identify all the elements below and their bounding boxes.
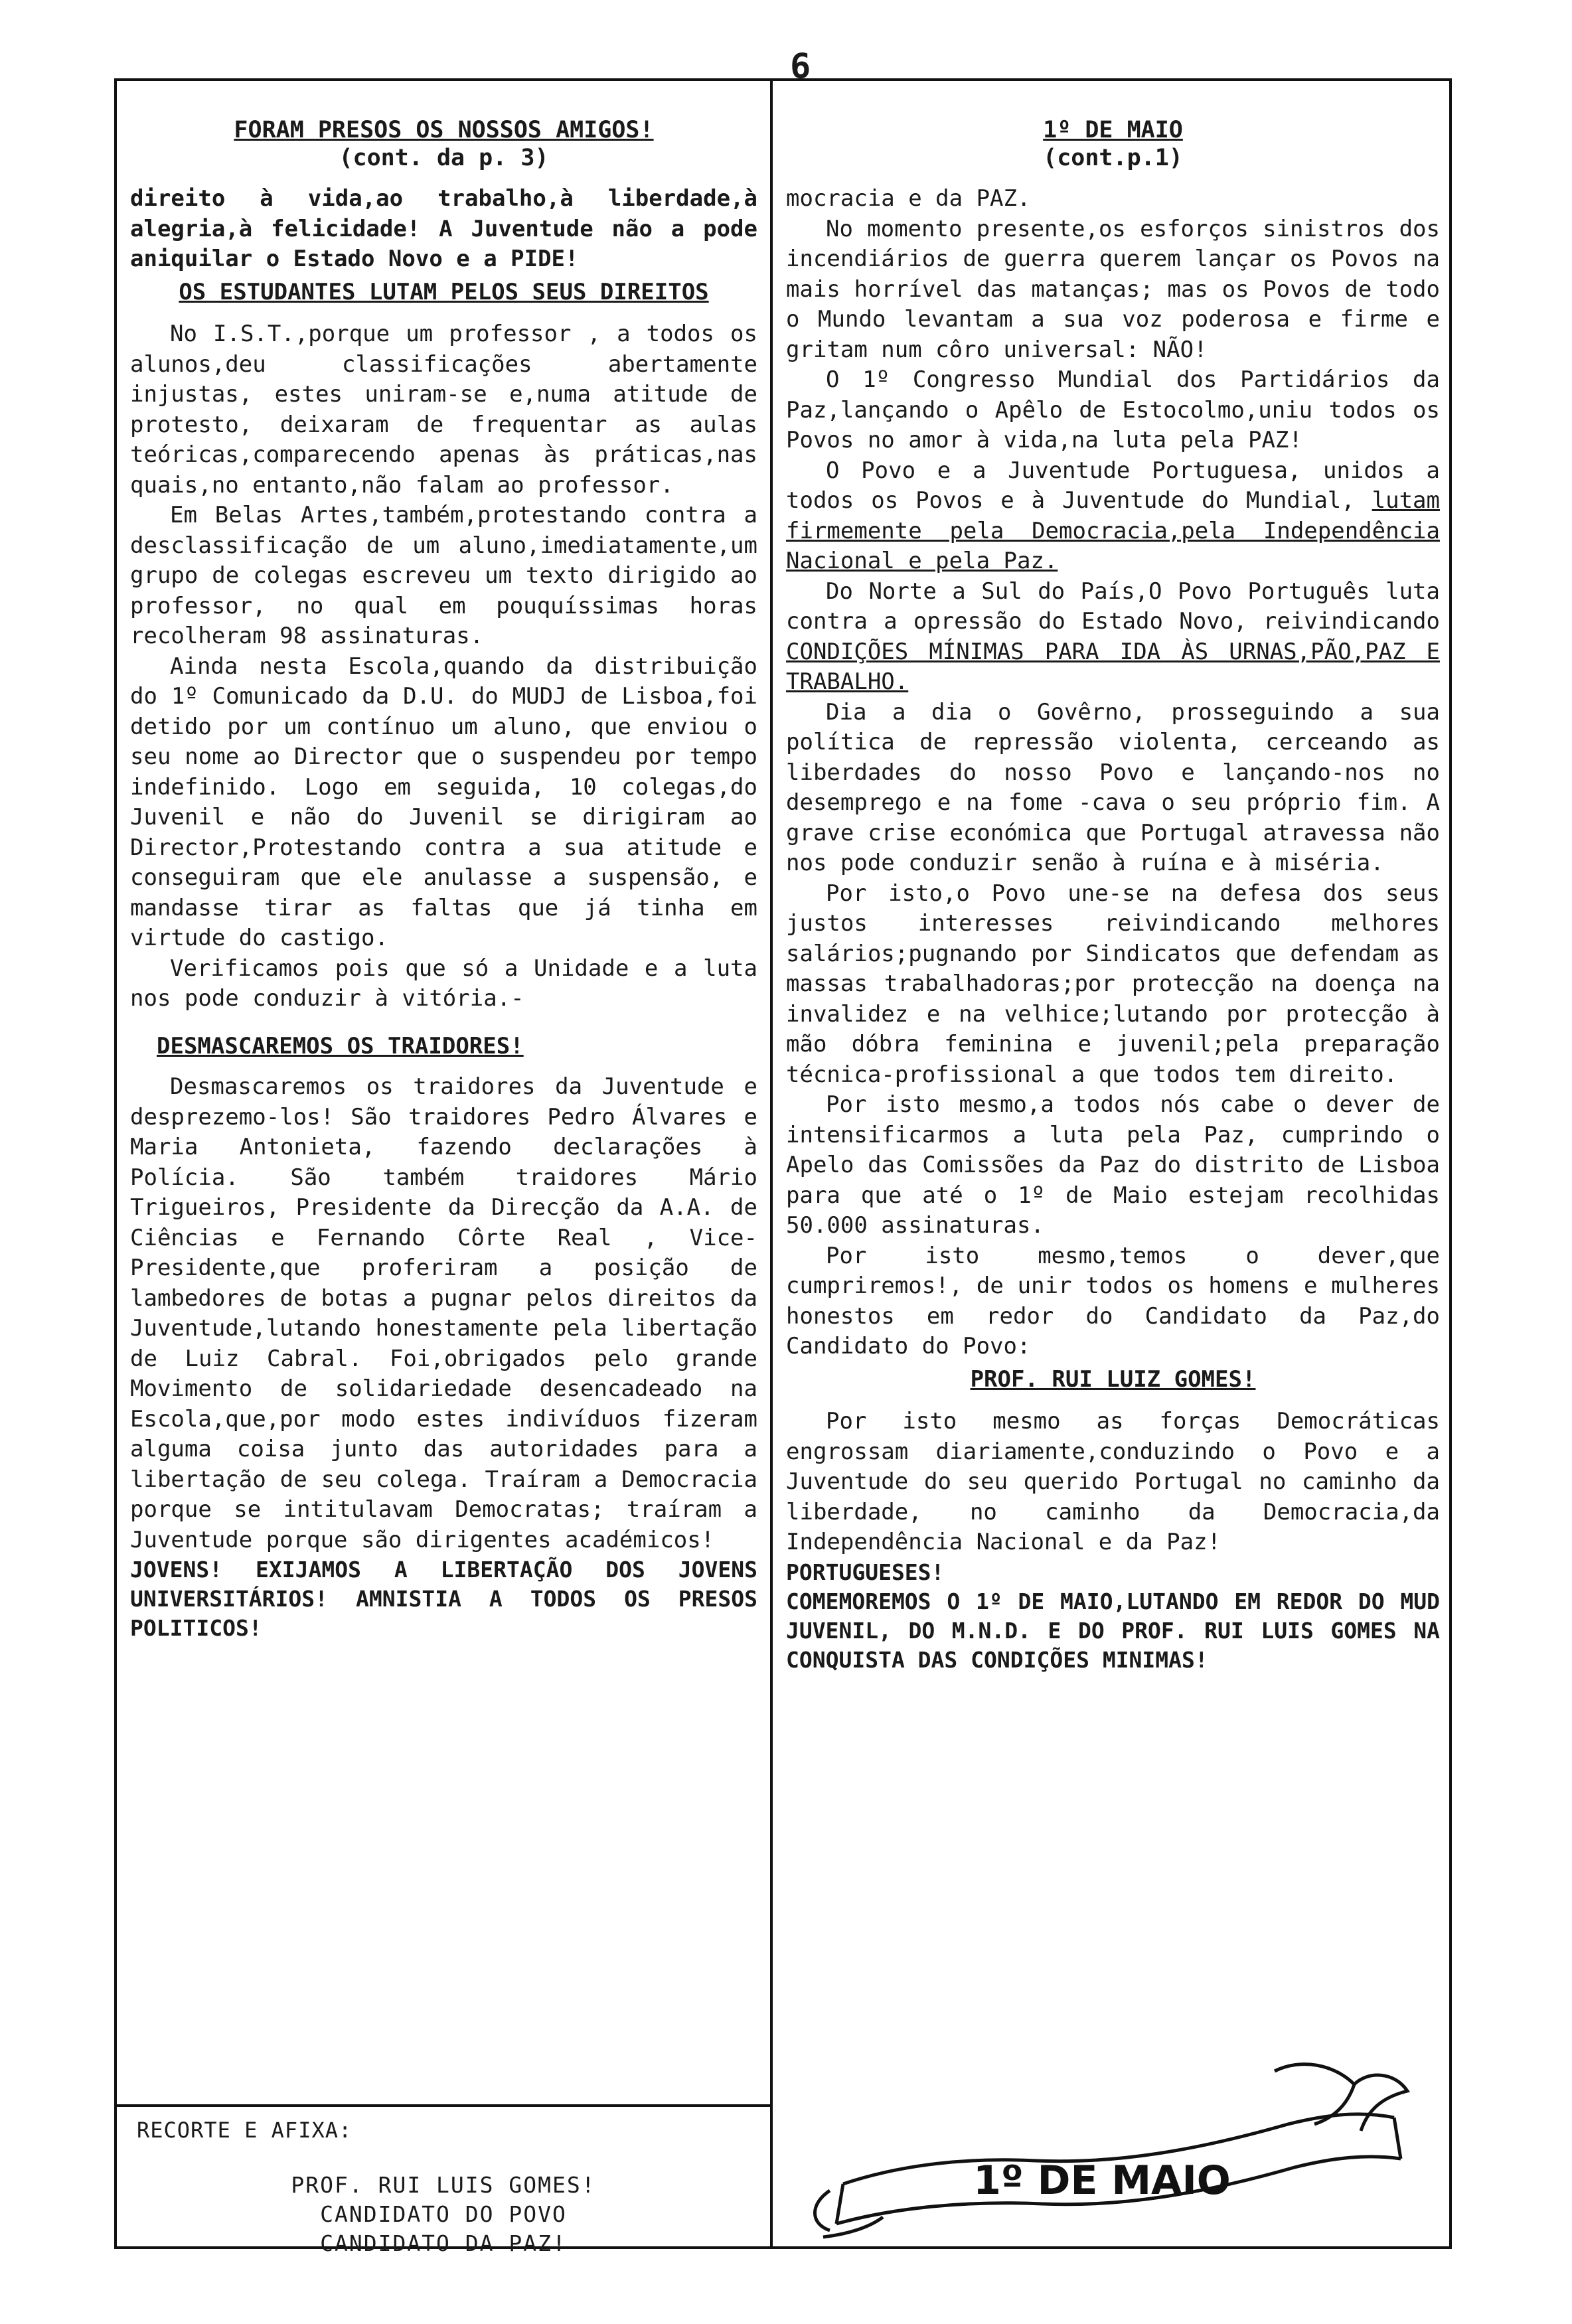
- left-continuation: (cont. da p. 3): [339, 145, 549, 171]
- paragraph-governo: Dia a dia o Govêrno, prosseguindo a sua política de repressão violenta, cerceando as liberdades do nosso Povo e lançando-nos no desemprego e na fome -cava o seu próprio fim. A grave crise económica que Portugal atravessa não nos pode conduzir senão à ruína e à miséria.: [786, 698, 1440, 876]
- section-heading-students: OS ESTUDANTES LUTAM PELOS SEUS DIREITOS: [179, 278, 709, 305]
- right-column: [786, 116, 1440, 1675]
- left-title: FORAM PRESOS OS NOSSOS AMIGOS!: [234, 117, 654, 143]
- page-number: 6: [790, 46, 811, 86]
- right-continuation: (cont.p.1): [1043, 145, 1183, 171]
- candidate-name: PROF. RUI LUIZ GOMES!: [970, 1365, 1256, 1393]
- text-condicoes: CONDIÇÕES MÍNIMAS PARA IDA ÀS URNAS,PÃO,PAZ E TRABALHO.: [786, 638, 1440, 695]
- text-norte-sul: Do Norte a Sul do País,O Povo Português luta contra a opressão do Estado Novo, reivindicando: [786, 578, 1440, 635]
- paragraph-congresso: O 1º Congresso Mundial dos Partidários da Paz,lançando o Apêlo de Estocolmo,uniu todos os Povos no amor à vida,na luta pela PAZ!: [786, 366, 1440, 453]
- paragraph-candidato: Por isto mesmo,temos o dever,que cumpriremos!, de unir todos os homens e mulheres honestos em redor do Candidato da Paz,do Candidato do Povo:: [786, 1242, 1440, 1359]
- paragraph-traidores: Desmascaremos os traidores da Juventude e desprezemo-los! São traidores Pedro Álvares e Maria Antonieta, fazendo declarações à Polícia. São também traidores Mário Trigueiros, Presidente da Direcção da A.A. de Ciências e Fernando Côrte Real , Vice-Presidente,que proferiram a posição de lambedores de botas a pugnar pelos direitos da Juventude,lutando honestamente pela libertação de Luiz Cabral. Foi,obrigados pelo grande Movimento de solidariedade desencadeado na Escola,que,por modo estes indivíduos fizeram alguma coisa junto das autoridades para a libertação de seu colega. Traíram a Democracia porque se intitulavam Democratas; traíram a Juventude porque são dirigentes académicos!: [130, 1073, 757, 1553]
- left-intro: direito à vida,ao trabalho,à liberdade,à alegria,à felicidade! A Juventude não a pode aniquilar o Estado Novo e a PIDE!: [130, 185, 757, 272]
- cutout-line-1: PROF. RUI LUIS GOMES!: [291, 2172, 596, 2198]
- text-luta-democracia: lutam firmemente pela Democracia,pela Independência Nacional e pela Paz.: [786, 487, 1440, 574]
- paragraph-momento: No momento presente,os esforços sinistros dos incendiários de guerra querem lançar os Povos na mais horrível das matanças; mas os Povos de todo o Mundo levantam a sua voz poderosa e firme e gritam num côro universal: NÃO!: [786, 215, 1440, 363]
- paragraph-belas-artes: Em Belas Artes,também,protestando contra a desclassificação de um aluno,imediatamente,um grupo de colegas escreveu um texto dirigido ao professor, no qual em pouquíssimas horas recolheram 98 assinaturas.: [130, 502, 757, 649]
- left-column: [130, 116, 757, 1643]
- cutout-lines: [117, 2171, 770, 2258]
- text-povo-juventude: O Povo e a Juventude Portuguesa, unidos a todos os Povos e à Juventude do Mundial,: [786, 457, 1440, 514]
- left-slogan: JOVENS! EXIJAMOS A LIBERTAÇÃO DOS JOVENS UNIVERSITÁRIOS! AMNISTIA A TODOS OS PRESOS POLITICOS!: [130, 1557, 757, 1641]
- section-heading-traitors: DESMASCAREMOS OS TRAIDORES!: [157, 1032, 524, 1059]
- paragraph-defesa: Por isto,o Povo une-se na defesa dos seus justos interesses reivindicando melhores salários;pugnando por Sindicatos que defendam as massas trabalhadoras;por protecção na doença na invalidez e na velhice;lutando por protecção à mão dóbra feminina e juvenil;pela preparação técnica-profissional a que todos tem direito.: [786, 880, 1440, 1088]
- paragraph-povo-juventude: [786, 456, 1440, 577]
- paragraph-norte-sul: [786, 577, 1440, 698]
- may-day-banner-illustration: [783, 2045, 1447, 2244]
- right-slogan-title: PORTUGUESES!: [786, 1559, 945, 1585]
- paragraph-ist: No I.S.T.,porque um professor , a todos os alunos,deu classificações abertamente injustas, estes uniram-se e,numa atitude de protesto, deixaram de frequentar as aulas teóricas,comparecendo apenas às práticas,nas quais,no entanto,não falam ao professor.: [130, 321, 757, 499]
- right-slogan: COMEMOREMOS O 1º DE MAIO,LUTANDO EM REDOR DO MUD JUVENIL, DO M.N.D. E DO PROF. RUI LUIS GOMES NA CONQUISTA DAS CONDIÇÕES MINIMAS!: [786, 1588, 1440, 1673]
- paragraph-comunicado: Ainda nesta Escola,quando da distribuição do 1º Comunicado da D.U. do MUDJ de Lisboa,foi detido por um contínuo um aluno, que enviou o seu nome ao Director que o suspendeu por tempo indefinido. Logo em seguida, 10 colegas,do Juvenil e não do Juvenil se dirigiram ao Director,Protestando contra a sua atitude e conseguiram que ele anulasse a suspensão, e mandasse tirar as faltas que já tinha em virtude do castigo.: [130, 653, 757, 951]
- cutout-title: RECORTE E AFIXA:: [137, 2118, 353, 2143]
- paragraph-paz: Por isto mesmo,a todos nós cabe o dever de intensificarmos a luta pela Paz, cumprindo o Apelo das Comissões da Paz do distrito de Lisboa para que até o 1º de Maio estejam recolhidas 50.000 assinaturas.: [786, 1091, 1440, 1239]
- paragraph-forcas: Por isto mesmo as forças Democráticas engrossam diariamente,conduzindo o Povo e a Juventude do seu querido Portugal no caminho da liberdade, no caminho da Democracia,da Independência Nacional e da Paz!: [786, 1408, 1440, 1555]
- paragraph-mocracia: mocracia e da PAZ.: [786, 185, 1031, 212]
- cutout-line-3: CANDIDATO DA PAZ!: [320, 2230, 567, 2256]
- banner-text: 1º DE MAIO: [973, 2157, 1231, 2204]
- right-title: 1º DE MAIO: [1043, 117, 1183, 143]
- cutout-line-2: CANDIDATO DO POVO: [320, 2201, 567, 2227]
- paragraph-unidade: Verificamos pois que só a Unidade e a luta nos pode conduzir à vitória.-: [130, 955, 757, 1012]
- column-divider: [770, 78, 773, 2249]
